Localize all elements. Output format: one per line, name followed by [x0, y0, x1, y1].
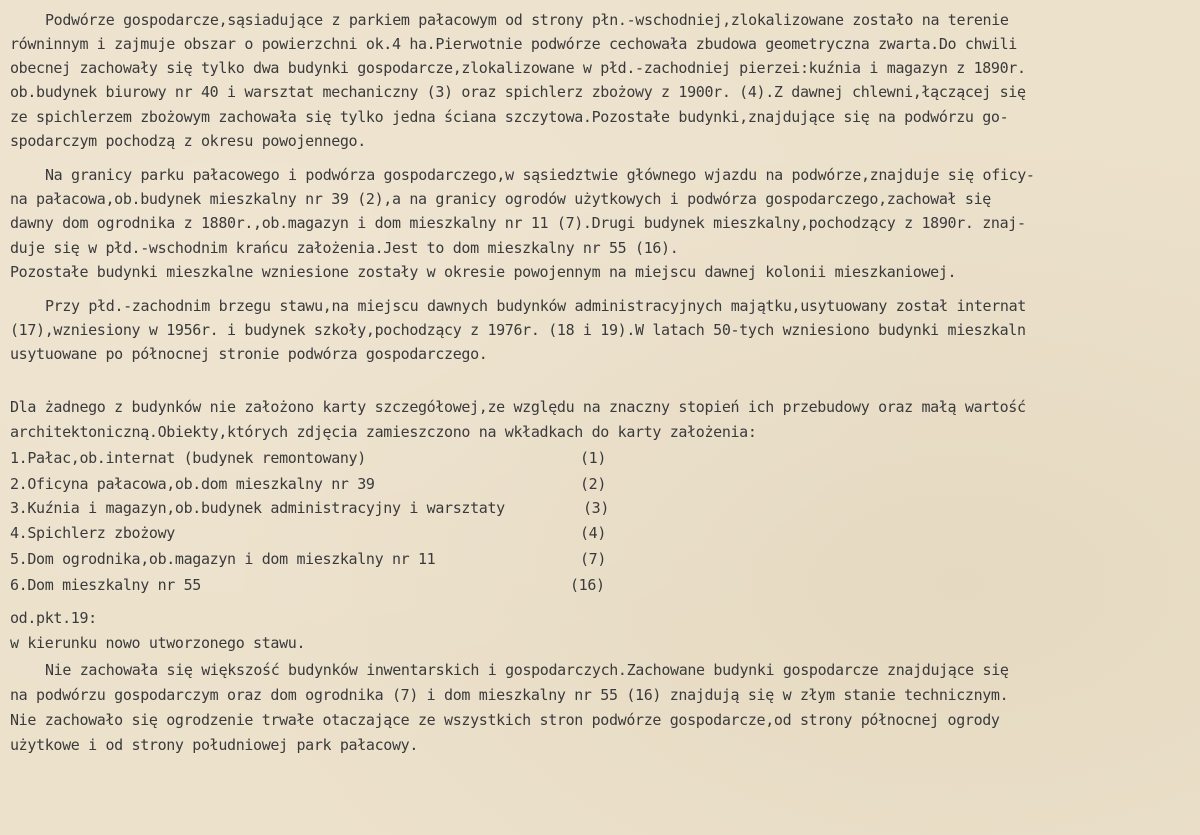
p4-line-1: Dla żadnego z budynków nie założono karty szczegółowej,ze względu na znaczny stopień ich przebudowy oraz małą wartość: [10, 398, 1026, 416]
p1-line-3: obecnej zachowały się tylko dwa budynki gospodarcze,zlokalizowane w płd.-zachodniej pierzei:kuźnia i magazyn z 1890r.: [10, 59, 1026, 77]
p5-line-2: na podwórzu gospodarczym oraz dom ogrodnika (7) i dom mieszkalny nr 55 (16) znajdują się w złym stanie technicznym.: [10, 686, 1009, 704]
p1-line-1: Podwórze gospodarcze,sąsiadujące z parkiem pałacowym od strony płn.-wschodniej,zlokalizowane zostało na terenie: [45, 11, 1009, 29]
p2-line-5: Pozostałe budynki mieszkalne wzniesione zostały w okresie powojennym na miejscu dawnej kolonii mieszkaniowej.: [10, 263, 957, 281]
p1-line-2: równinnym i zajmuje obszar o powierzchni ok.4 ha.Pierwotnie podwórze cechowała zbudowa geometryczna zwarta.Do chwili: [10, 35, 1017, 53]
section-line: w kierunku nowo utworzonego stawu.: [10, 634, 306, 652]
p2-line-3: dawny dom ogrodnika z 1880r.,ob.magazyn i dom mieszkalny nr 11 (7).Drugi budynek mieszkalny,pochodzący z 1890r. znaj-: [10, 214, 1026, 232]
p1-line-4: ob.budynek biurowy nr 40 i warsztat mechaniczny (3) oraz spichlerz zbożowy z 1900r. (4).Z dawnej chlewni,łączącej się: [10, 83, 1026, 101]
p1-line-5: ze spichlerzem zbożowym zachowała się tylko jedna ściana szczytowa.Pozostałe budynki,znajdujące się na podwórzu go-: [10, 108, 1009, 126]
list-item-5-ref: (7): [580, 550, 607, 568]
list-item-3-ref: (3): [583, 499, 610, 517]
list-item-2-ref: (2): [580, 475, 607, 493]
list-item-6-ref: (16): [570, 576, 605, 594]
p2-line-2: na pałacowa,ob.budynek mieszkalny nr 39 (2),a na granicy ogrodów użytkowych i podwórza gospodarczego,zachował się: [10, 190, 991, 208]
section-heading: od.pkt.19:: [10, 609, 97, 627]
p3-line-2: (17),wzniesiony w 1956r. i budynek szkoły,pochodzący z 1976r. (18 i 19).W latach 50-tych wzniesiono budynki mieszkaln: [10, 321, 1026, 339]
list-item-5-text: 5.Dom ogrodnika,ob.magazyn i dom mieszkalny nr 11: [10, 550, 436, 568]
list-item-6-text: 6.Dom mieszkalny nr 55: [10, 576, 201, 594]
list-item-4-text: 4.Spichlerz zbożowy: [10, 524, 175, 542]
p5-line-1: Nie zachowała się większość budynków inwentarskich i gospodarczych.Zachowane budynki gospodarcze znajdujące się: [45, 661, 1009, 679]
p5-line-3: Nie zachowało się ogrodzenie trwałe otaczające ze wszystkich stron podwórze gospodarcze,od strony północnej ogrody: [10, 711, 1000, 729]
list-item-4-ref: (4): [580, 524, 607, 542]
p2-line-4: duje się w płd.-wschodnim krańcu założenia.Jest to dom mieszkalny nr 55 (16).: [10, 239, 679, 257]
p1-line-6: spodarczym pochodzą z okresu powojennego.: [10, 132, 366, 150]
p4-line-2: architektoniczną.Obiekty,których zdjęcia zamieszczono na wkładkach do karty założenia:: [10, 423, 757, 441]
p3-line-3: usytuowane po północnej stronie podwórza gospodarczego.: [10, 345, 488, 363]
list-item-3-text: 3.Kuźnia i magazyn,ob.budynek administracyjny i warsztaty: [10, 499, 505, 517]
list-item-1-ref: (1): [580, 449, 607, 467]
p2-line-1: Na granicy parku pałacowego i podwórza gospodarczego,w sąsiedztwie głównego wjazdu na podwórze,znajduje się oficy-: [45, 166, 1035, 184]
p5-line-4: użytkowe i od strony południowej park pałacowy.: [10, 736, 418, 754]
list-item-1-text: 1.Pałac,ob.internat (budynek remontowany): [10, 449, 366, 467]
p3-line-1: Przy płd.-zachodnim brzegu stawu,na miejscu dawnych budynków administracyjnych majątku,usytuowany został internat: [45, 297, 1026, 315]
list-item-2-text: 2.Oficyna pałacowa,ob.dom mieszkalny nr 39: [10, 475, 375, 493]
